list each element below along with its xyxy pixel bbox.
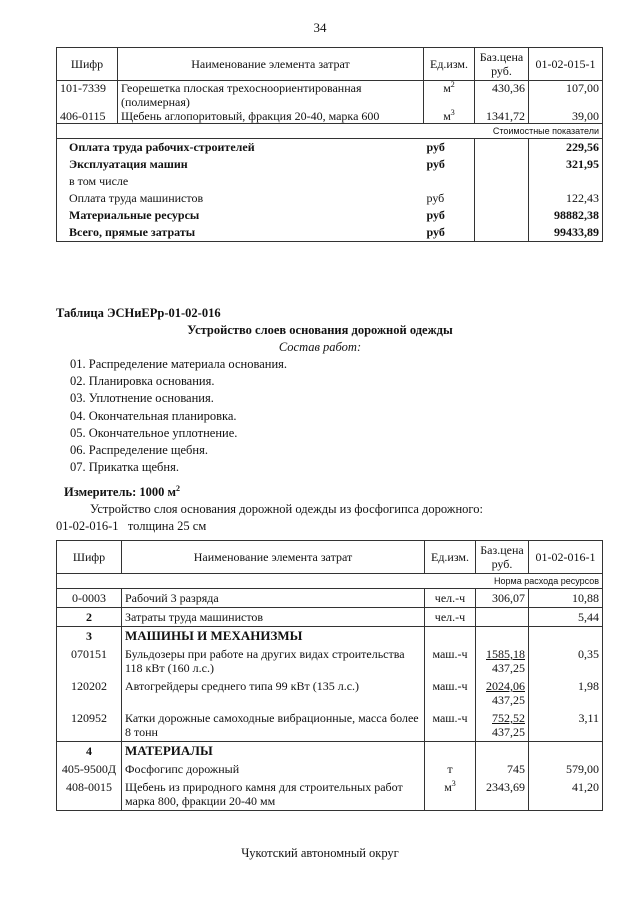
name-cell: Фосфогипс дорожный — [122, 760, 425, 778]
summary-unit — [424, 173, 475, 190]
price-cell — [476, 645, 529, 677]
measure-text: Измеритель: 1000 м — [64, 485, 177, 499]
header-code: Шифр — [57, 48, 118, 81]
price-cell: 430,36 — [475, 81, 529, 110]
cost-table-01-02-016 — [56, 540, 603, 811]
table-title: Таблица ЭСНиЕРр-01-02-016 — [56, 306, 221, 320]
code-cell: 070151 — [57, 645, 122, 677]
unit-cell — [425, 742, 476, 761]
summary-label: в том числе — [57, 173, 424, 190]
unit-text: м — [444, 780, 452, 794]
code-cell: 0-0003 — [57, 589, 122, 608]
name-cell: Щебень из природного камня для строительных работ марка 800, фракции 20-40 мм — [122, 778, 425, 811]
header-value: 01-02-016-1 — [529, 541, 603, 574]
works-step: 01. Распределение материала основания. — [70, 357, 288, 371]
works-step: 02. Планировка основания. — [70, 374, 215, 389]
header-row — [57, 541, 603, 574]
summary-unit: руб — [424, 207, 475, 224]
summary-row — [57, 173, 603, 190]
unit-cell — [424, 81, 475, 110]
name-cell: Бульдозеры при работе на других видах строительства 118 кВт (160 л.с.) — [122, 645, 425, 677]
summary-label: Оплата труда рабочих-строителей — [57, 139, 424, 157]
summary-row — [57, 224, 603, 242]
value-cell: 579,00 — [529, 760, 603, 778]
works-subheading: Состав работ: — [278, 340, 362, 354]
price-cell — [476, 709, 529, 742]
value-cell: 5,44 — [529, 608, 603, 627]
unit-cell — [425, 608, 476, 627]
price-cell: 1341,72 — [475, 109, 529, 124]
summary-unit: руб — [424, 156, 475, 173]
unit-sup: 3 — [451, 779, 456, 788]
price-secondary: 437,25 — [492, 661, 525, 675]
table-row — [57, 677, 603, 709]
price-value: 2343,69 — [486, 780, 525, 794]
summary-value: 229,56 — [529, 139, 603, 157]
summary-unit: руб — [424, 190, 475, 207]
section-heading: Устройство слоев основания дорожной одежды — [187, 323, 453, 337]
summary-row — [57, 190, 603, 207]
value-cell — [529, 742, 603, 761]
summary-row — [57, 207, 603, 224]
section-label-row — [57, 574, 603, 589]
name-cell: Затраты труда машинистов — [122, 608, 425, 627]
footer-region: Чукотский автономный округ — [241, 846, 399, 860]
name-cell: Катки дорожные самоходные вибрационные, масса более 8 тонн — [122, 709, 425, 742]
price-cell — [476, 778, 529, 811]
price-cell — [476, 627, 529, 646]
header-code: Шифр — [57, 541, 122, 574]
unit-cell — [425, 677, 476, 709]
unit-cell — [425, 760, 476, 778]
unit-sup: 2 — [450, 80, 455, 89]
item-line — [56, 519, 206, 534]
summary-value: 98882,38 — [529, 207, 603, 224]
summary-label: Материальные ресурсы — [57, 207, 424, 224]
unit-cell — [425, 778, 476, 811]
measure — [64, 485, 180, 500]
value-cell: 10,88 — [529, 589, 603, 608]
name-cell: Щебень аглопоритовый, фракция 20-40, марка 600 — [118, 109, 424, 124]
price-cell — [476, 742, 529, 761]
table-row — [57, 709, 603, 742]
unit-text: маш.-ч — [432, 647, 468, 661]
value-cell: 39,00 — [529, 109, 603, 124]
summary-row — [57, 156, 603, 173]
unit-cell — [425, 645, 476, 677]
section-label-row — [57, 124, 603, 139]
price-cell — [476, 677, 529, 709]
price-value: 745 — [507, 762, 525, 776]
item-desc: толщина 25 см — [127, 519, 207, 533]
cost-table-01-02-015 — [56, 47, 603, 242]
unit-cell — [424, 109, 475, 124]
unit-text: маш.-ч — [432, 679, 468, 693]
works-step: 03. Уплотнение основания. — [70, 391, 214, 406]
table-row — [57, 645, 603, 677]
section-label: Стоимостные показатели — [57, 124, 603, 139]
unit-cell — [425, 589, 476, 608]
works-step: 07. Прикатка щебня. — [70, 460, 179, 475]
value-cell: 3,11 — [529, 709, 603, 742]
summary-price — [475, 207, 529, 224]
header-unit: Ед.изм. — [424, 48, 475, 81]
value-cell: 1,98 — [529, 677, 603, 709]
summary-price — [475, 156, 529, 173]
section-label: Норма расхода ресурсов — [57, 574, 603, 589]
table-row — [57, 81, 603, 110]
summary-value: 99433,89 — [529, 224, 603, 242]
summary-price — [475, 190, 529, 207]
header-name: Наименование элемента затрат — [118, 48, 424, 81]
unit-text: м — [443, 109, 451, 123]
price-cell — [476, 589, 529, 608]
header-unit: Ед.изм. — [425, 541, 476, 574]
summary-label: Эксплуатация машин — [57, 156, 424, 173]
summary-unit: руб — [424, 224, 475, 242]
works-step: 04. Окончательная планировка. — [70, 408, 237, 423]
table-row — [57, 760, 603, 778]
value-cell: 0,35 — [529, 645, 603, 677]
price-secondary: 437,25 — [492, 725, 525, 739]
item-description: Устройство слоя основания дорожной одежды из фосфогипса дорожного: — [90, 502, 483, 516]
group-row — [57, 742, 603, 761]
table-row — [57, 778, 603, 811]
code-cell: 2 — [57, 608, 122, 627]
header-name: Наименование элемента затрат — [122, 541, 425, 574]
price-value: 2024,06 — [486, 679, 525, 693]
page-number: 34 — [313, 20, 327, 35]
header-row — [57, 48, 603, 81]
price-cell — [476, 760, 529, 778]
summary-value: 321,95 — [529, 156, 603, 173]
unit-text: чел.-ч — [434, 610, 466, 624]
summary-price — [475, 139, 529, 157]
group-row — [57, 627, 603, 646]
price-value: 1585,18 — [486, 647, 525, 661]
unit-text: маш.-ч — [432, 711, 468, 725]
code-cell: 408-0015 — [57, 778, 122, 811]
header-price: Баз.цена руб. — [476, 541, 529, 574]
summary-price — [475, 173, 529, 190]
unit-text: чел.-ч — [434, 591, 466, 605]
unit-cell — [425, 709, 476, 742]
value-cell: 107,00 — [529, 81, 603, 110]
summary-label: Всего, прямые затраты — [57, 224, 424, 242]
table-row — [57, 589, 603, 608]
table-row — [57, 608, 603, 627]
summary-value: 122,43 — [529, 190, 603, 207]
code-cell: 4 — [57, 742, 122, 761]
item-code: 01-02-016-1 — [56, 519, 119, 533]
name-cell: Георешетка плоская трехосноориентированная (полимерная) — [118, 81, 424, 110]
header-price: Баз.цена руб. — [475, 48, 529, 81]
unit-sup: 3 — [450, 108, 455, 117]
table-row — [57, 109, 603, 124]
value-cell: 41,20 — [529, 778, 603, 811]
name-cell: Автогрейдеры среднего типа 99 кВт (135 л.с.) — [122, 677, 425, 709]
summary-value — [529, 173, 603, 190]
name-cell: Рабочий 3 разряда — [122, 589, 425, 608]
summary-label: Оплата труда машинистов — [57, 190, 424, 207]
summary-price — [475, 224, 529, 242]
name-cell: МАТЕРИАЛЫ — [122, 742, 425, 761]
unit-text: м — [443, 81, 451, 95]
works-step: 05. Окончательное уплотнение. — [70, 425, 238, 440]
code-cell: 120952 — [57, 709, 122, 742]
unit-cell — [425, 627, 476, 646]
price-secondary: 437,25 — [492, 693, 525, 707]
summary-row — [57, 139, 603, 157]
header-value: 01-02-015-1 — [529, 48, 603, 81]
code-cell: 120202 — [57, 677, 122, 709]
works-step: 06. Распределение щебня. — [70, 443, 208, 457]
summary-unit: руб — [424, 139, 475, 157]
measure-sup: 2 — [176, 483, 181, 493]
price-value: 306,07 — [492, 591, 525, 605]
code-cell: 3 — [57, 627, 122, 646]
unit-text: т — [447, 762, 453, 776]
price-cell — [476, 608, 529, 627]
code-cell: 406-0115 — [57, 109, 118, 124]
code-cell: 101-7339 — [57, 81, 118, 110]
code-cell: 405-9500Д — [57, 760, 122, 778]
value-cell — [529, 627, 603, 646]
name-cell: МАШИНЫ И МЕХАНИЗМЫ — [122, 627, 425, 646]
price-value: 752,52 — [492, 711, 525, 725]
